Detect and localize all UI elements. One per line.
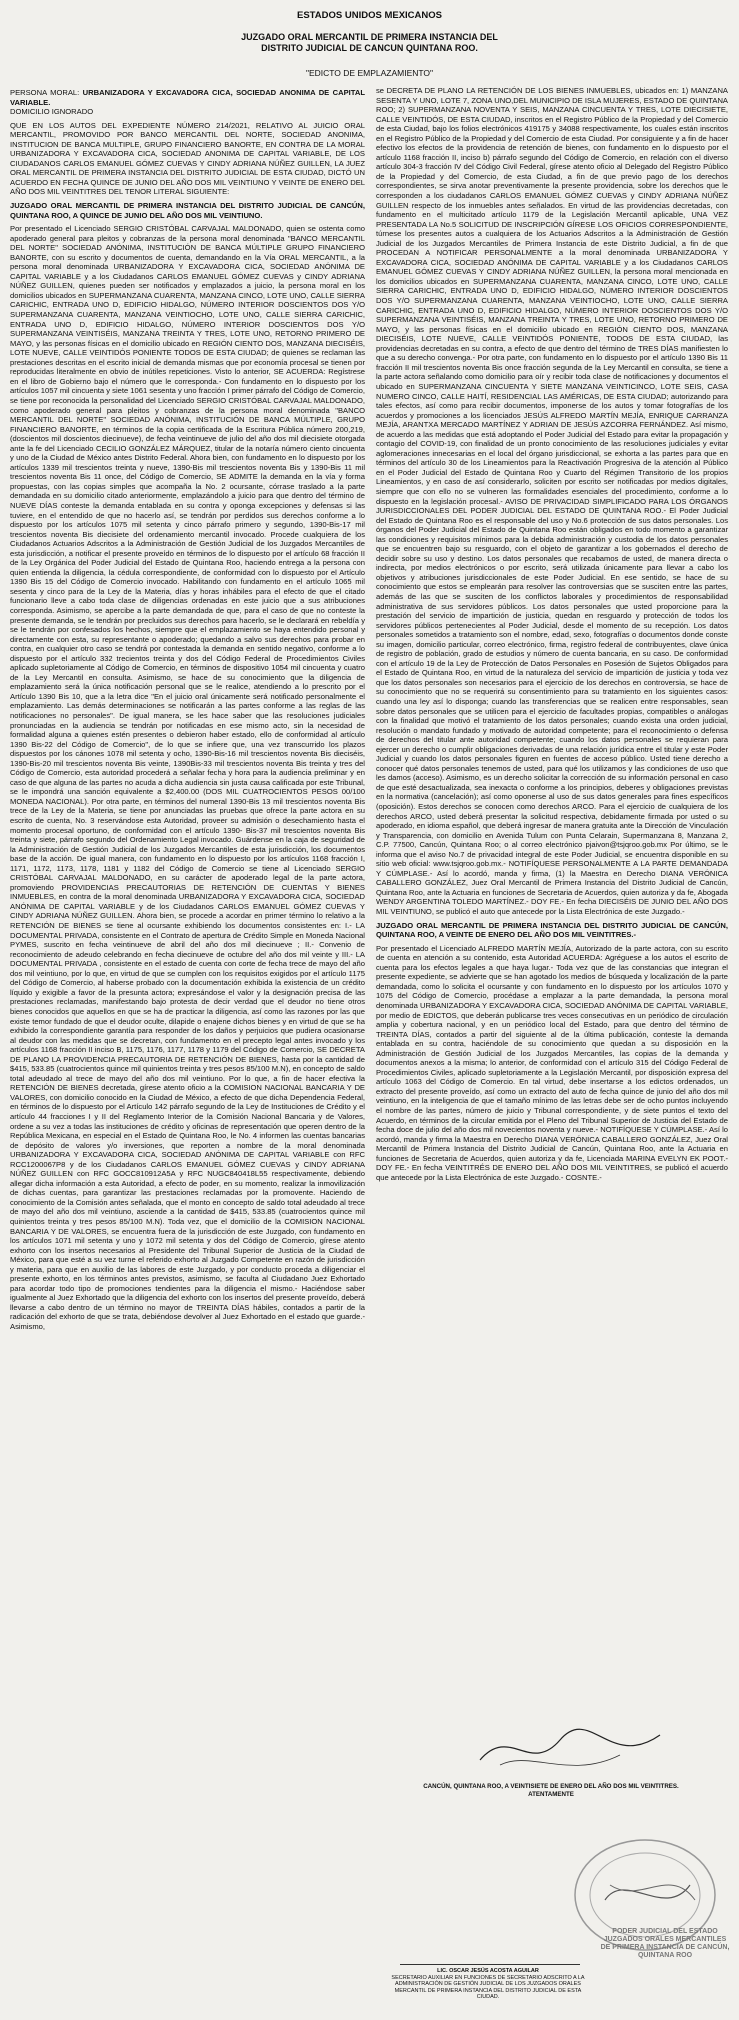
body-text-continued: se DECRETA DE PLANO LA RETENCIÓN DE LOS BIENES INMUEBLES, ubicados en: 1) MANZANA SESENTA Y UNO, LOTE 7, ZONA UNO,DEL MUNICIPIO DE ISLA MUJERES, ESTADO DE QUINTANA ROO; 2) SUPERMANZANA NOVENTA Y SEIS, MANZANA CINCUENTA Y TRES, LOTE DIECISIETE, CALLE VEINTIDÓS, DE ESTA CIUDAD, inscritos en el Registro Público de la Propiedad y del Comercio de esta Ciudad, bajo los folios electrónicos 419175 y 34088 respectivamente, los cuales están inscritos en el Registro Público de la Propiedad y del Comercio de esta Ciudad. Por consiguiente y a fin de hacer efectivo los efectos de la providencia de retención de bienes, con fundamento en lo dispuesto por el artículo 1168 fracción II, inciso b) párrafo segundo del Código de Comercio, en relación con el diverso artículo 304-3 fracción IV del Código Civil Federal, gírese atento oficio al Delegado del Registro Público de la Propiedad y del Comercio, de esta Ciudad, a fin de que previo pago de los derechos correspondientes, se sirva anotar preventivamente la presente providencia, sobre los derechos que le corresponden a los ciudadanos CARLOS EMANUEL GÓMEZ CUEVAS y CINDY ADRIANA NÚÑEZ GUILLEN respecto de los inmuebles antes señalados. En virtud de las providencias decretadas, con fundamento en el multicitado artículo 1179 de la Legislación Mercantil aplicable, UNA VEZ PRESENTADA LA No.5 SOLICITUD DE INSCRIPCIÓN GÍRESE LOS OFICIOS CORRESPONDIENTE, túrnese los presentes autos a cualquiera de los Actuarios Adscritos a la Administración de Gestión Judicial de los Juzgados Mercantiles de Primera Instancia de este Distrito Judicial, a fin de que PROCEDAN A NOTIFICAR PERSONALMENTE a la moral denominada URBANIZADORA Y EXCAVADORA CICA, SOCIEDAD ANÓNIMA DE CAPITAL VARIABLE y a los Ciudadanos CARLOS EMANUEL GÓMEZ CUEVAS Y CINDY ADRIANA NÚÑEZ GUILLEN, la persona moral mencionada en los domicilios ubicados en SUPERMANZANA CUARENTA, MANZANA CINCO, LOTE UNO, CALLE SIERRA CARICHIC, ENTRADA UNO D, EDIFICIO HIDALGO, NÚMERO INTERIOR DOSCIENTOS DOS Y/O SUPERMANZANA CUARENTA, MANZANA VEINTIOCHO, LOTE UNO, CALLE SIERRA CARICHIC, ENTRADA UNO D, EDIFICIO HIDALGO, NÚMERO INTERIOR DOSCIENTOS DOS Y/O SUPERMANZANA VEINTISÉIS, MANZANA TREINTA Y TRES, LOTE UNO, RETORNO PRIMERO DE MAYO, y las personas físicas en el domicilio ubicado en REGIÓN CIENTO DOS, MANZANA DIECISÉIS, LOTE NUEVE, CALLE VEINTIDÓS PONIENTE, TODOS DE ESTA CIUDAD, las providencias decretadas en su contra, a efecto de que dentro del término de TRES DÍAS manifiesten lo que a su derecho convenga.- Por otra parte, con fundamento en lo dispuesto por el artículo 1390 Bis 11 fracción II mil trescientos noventa Bis once fracción segunda de la Ley Mercantil en consulta, se tiene a la parte actora señalando como domicilio para oír y recibir toda clase de notificaciones y documentos el ubicado en SUPERMANZANA CINCUENTA Y SIETE MANZANA VEINTICINCO, LOTE SEIS, CASA NUMERO CINCO, CALLE HAITÍ, RESIDENCIAL LAS AMÉRICAS, DE ESTA CIUDAD; autorizando para tales efectos, así como para recibir documentos, imponerse de los autos y tomar fotografías de los acuerdos y promociones a los licenciados JESÚS ALFREDO MARTÍN MEJÍA, ENRIQUE CARRANZA MEJÍA, ARANTXA MERCADO MARTÍNEZ Y ADRIAN DE JESÚS AZCORRA FERNÁNDEZ. Así mismo, de acuerdo a las medidas que está adoptando el Poder Judicial del Estado para evitar la propagación y contagio del COVID-19, con finalidad de un pronto conocimiento de las resoluciones judiciales y evitar aglomeraciones innecesarias en el local del órgano jurisdiccional, se exhorta a las partes para que en términos del artículo 30 de los Lineamientos para la Reactivación Progresiva de la atención al Público en el Poder Judicial del Estado de Quintana Roo y Cuarto del Régimen Transitorio de los propios Lineamientos, y en caso de así considerarlo, soliciten por escrito ser notificadas por medios digitales, siempre que con ello no se vulneren las formalidades esenciales del procedimiento, conforme a lo dispuesto en la legislación procesal.- AVISO DE PRIVACIDAD SIMPLIFICADO PARA LOS ÓRGANOS JURISDICCIONALES DEL PODER JUDICIAL DEL ESTADO DE QUINTANA ROO.- El Poder Judicial del Estado de Quintana Roo es el responsable del uso y No.6 protección de sus datos personales. Los órganos del Poder Judicial del Estado de Quintana Roo están obligados en todo momento a garantizar las condiciones y requisitos mínimos para la debida administración y custodia de los datos personales que se encuentren bajo su resguardo, con el objeto de garantizar a los gobernados el derecho de decidir sobre su uso y destino. Los datos personales que recabamos de usted, de manera directa o indirecta, por medios electrónicos o por escrito, será utilizada únicamente para llevar a cabo los objetivos y atribuciones jurisdiccionales de este Poder Judicial. En ese sentido, se hace de su conocimiento que estos se emplearán para resolver las controversias que se susciten entre las partes, además de las que se susciten de los conflictos laborales y procedimientos de responsabilidad administrativa de sus servidores públicos. Los datos personales que usted proporcione para la prestación del servicio de impartición de justicia, quedan en resguardo y protección de todos los servidores públicos pertenecientes al Poder Judicial, desde el momento de su recepción. Los datos personales sometidos a tratamiento son el nombre, edad, sexo, fotografías o documentos donde conste su imagen, domicilio particular, correo electrónico, firma, registro federal de contribuyentes, clave única de registro de población, grado de estudios y número de cuenta bancaria, en su caso. De conformidad con el artículo 19 de la Ley de Protección de Datos Personales en Posesión de Sujetos Obligados para el Estado de Quintana Roo, en virtud de la naturaleza del servicio de impartición de justicia y toda vez que los datos personales son necesarios para el ejercicio de los derechos en controversia, se hace de su conocimiento que no se requerirá su consentimiento para su tratamiento en los siguientes casos: cuando una ley así lo disponga; cuando las transferencias que se realicen entre responsables, sean sobre datos personales que se utilicen para el ejercicio de facultades propias, compatibles o análogas con la finalidad que motivó el tratamiento de los datos personales; cuando exista una orden judicial, resolución o mandato fundado y motivado de autoridad competente; para el reconocimiento o defensa de derechos del titular ante autoridad competente; cuando los datos personales se requieran para ejercer un derecho o cumplir obligaciones derivadas de una relación jurídica entre el titular y este Poder Judicial y cuando los datos personales figuren en fuentes de acceso público. Usted tiene derecho a conocer qué datos personales tenemos de usted, para qué los utilizamos y las condiciones de uso que les damos (acceso). Asimismo, es un derecho solicitar la corrección de su información personal en caso de que esté desactualizada, sea inexacta o conforme a los principios, deberes y obligaciones previstas en la normativa (cancelación); así como oponerse al uso de sus datos generales para fines específicos (oposición). Estos derechos se conocen como derechos ARCO. Para el ejercicio de cualquiera de los derechos ARCO, usted deberá presentar la solicitud respectiva, debidamente firmada por usted o su apoderado, en idioma español, que deberá ingresar de manera gratuita ante la Dirección de Vinculación y Transparencia, con domicilio en Avenida Tulum con Punta Celarain, Supermanzana 8, Manzana 2, C.P. 77500, Cancún, Quintana Roo; o al correo electrónico pjaivon@tsjqroo.gob.mx Por último, se le informa que el aviso No.7 de privacidad integral de este Poder Judicial, se encuentra disponible en su sitio web oficial: www.tsjqroo.gob.mx.- NOTIFÍQUESE PERSONALMENTE A LA PARTE DEMANDADA Y CÚMPLASE.- Así lo acordó, manda y firma, (1) la Maestra en Derecho DIANA VERÓNICA CABALLERO GONZÁLEZ, Juez Oral Mercantil de Primera Instancia del Distrito Judicial de Cancún, Quintana Roo, ante la Actuaria en funciones de Secretaria de Acuerdos, quien autoriza y da fe, Abogada WENDY ARGENTINA TOLEDO MARTÍNEZ.- DOY FE.- En fecha DIECISÉIS DE JUNIO DEL AÑO DOS MIL VEINTIUNO, se publicó el auto que antecede por la Lista Electrónica de este Juzgado.- — [376, 86, 728, 917]
right-column — [376, 86, 728, 1726]
signature-icon — [470, 1720, 670, 1780]
place-date-text: CANCÚN, QUINTANA ROO, A VEINTISIETE DE ENERO DEL AÑO DOS MIL VEINTITRES. — [423, 1783, 679, 1790]
body-text: Por presentado el Licenciado SERGIO CRISTÓBAL CARVAJAL MALDONADO, quien se ostenta como apoderado general para pleitos y cobranzas de la persona moral denominada "BANCO MERCANTIL DEL NORTE" SOCIEDAD ANÓNIMA, INSTITUCIÓN DE BANCA MÚLTIPLE GRUPO FINANCIERO BANORTE, con su escrito y documentos de cuenta, demandando en la Vía ORAL MERCANTIL, a la persona moral denominada URBANIZADORA Y EXCAVADORA CICA, SOCIEDAD ANÓNIMA DE CAPITAL VARIABLE y a los Ciudadanos CARLOS EMANUEL GÓMEZ CUEVAS y CINDY ADRIANA NÚÑEZ GUILLEN, quienes pueden ser notificados y emplazados a juicio, la persona moral en los domicilios ubicados en SUPERMANZANA CUARENTA, MANZANA CINCO, LOTE UNO, CALLE SIERRA CARICHIC, ENTRADA UNO D, EDIFICIO HIDALGO, NÚMERO INTERIOR DOSCIENTOS DOS Y/O SUPERMANZANA CUARENTA, MANZANA VEINTIOCHO, LOTE UNO, CALLE SIERRA CARICHIC, ENTRADA UNO D, EDIFICIO HIDALGO, NÚMERO INTERIOR DOSCIENTOS DOS Y/O SUPERMANZANA VEINTISÉIS, MANZANA TREINTA Y TRES, LOTE UNO, RETORNO PRIMERO DE MAYO, y las personas físicas en el domicilio ubicado en REGIÓN CIENTO DOS, MANZANA DIECISÉIS, LOTE NUEVE, CALLE VEINTIDÓS PONIENTE TODOS DE ESTA CIUDAD; de quienes se reclaman las prestaciones descritas en el escrito inicial de demanda mismas que por economía procesal se tienen por reproducidas literalmente en obvio de inútiles repeticiones. Visto lo anterior, SE ACUERDA: Regístrese en el libro de Gobierno bajo el número que le corresponda.- Con fundamento en lo dispuesto por los artículos 1057 mil cincuenta y siete 1061 sesenta y uno fracción I primer párrafo del Código de Comercio, se tiene por reconocida la personalidad del Licenciado SERGIO CRISTÓBAL CARVAJAL MALDONADO, como apoderado general para pleitos y cobranzas de la persona moral denominada "BANCO MERCANTIL DEL NORTE" SOCIEDAD ANÓNIMA, INSTITUCIÓN DE BANCA MÚLTIPLE, GRUPO FINANCIERO BANORTE, en términos de la copia certificada de la Escritura Pública número 200,219, (doscientos mil doscientos diecinueve), de fecha veintinueve de julio del año dos mil diecisiete otorgada ante la fe del Licenciado CECILIO GONZÁLEZ MÁRQUEZ, titular de la notaría número ciento cincuenta y uno de la Ciudad de México antes Distrito Federal. Ahora bien, con fundamento en lo dispuesto por los artículos 1339 mil trescientos treinta y nueve, 1390-Bis mil trescientos noventa Bis y 1390-Bis 11 mil trescientos noventa Bis 11 once, del Código de Comercio, SE ADMITE la demanda en la vía y forma propuestas, con las copias simples que acompaña la No. 2 ocursante, córrase traslado a la parte demandada en su domicilio citado anteriormente, emplazándolo a juicio para que dentro del término de NUEVE DÍAS conteste la demanda entablada en su contra y oponga excepciones y defensas si las tuviere, en el entendido de que no hacerlo así, se tendrán por perdidos sus derechos conforme a lo dispuesto por los artículos 1075 mil setenta y cinco párrafo primero y segundo, 1390-Bis-17 mil trescientos noventa Bis diecisiete del ordenamiento mercantil invocado. Procede cualquiera de los Ciudadanos Actuarios Adscritos a la Administración de Gestión Judicial de los Juzgados Mercantiles de esta jurisdicción, a notificar el presente proveído en términos de lo dispuesto por el artículo 68 fracción II de la Ley Orgánica del Poder Judicial del Estado de Quintana Roo, haciendo entrega a la persona con quien entienda la diligencia, la cédula correspondiente, de conformidad con lo dispuesto por el Artículo 1390 Bis 15 del Código de Comercio invocado. Habilitando con fundamento en el artículo 1065 mil sesenta y cinco para de la Ley de la Materia, días y horas inhábiles para el efecto de que el citado funcionario lleve a cabo toda clase de diligencias ordenadas en este juicio que a sus atribuciones corresponda. Asimismo, se apercibe a la parte demandada de que, para el caso de que no conteste la presente demanda, se le tendrán por precluidos sus derechos para hacerlo, se le declarará en rebeldía y se le tendrán por confesados los hechos, siempre que el emplazamiento se haya entendido personal y directamente con esta, su representante o apoderado; quedando a salvo sus derechos para probar en contra, en cualquier otro caso se tendrá por contestada la demanda en sentido negativo, conforme a lo dispuesto por el artículo 332 trecientos treinta y dos del Código Federal de Procedimientos Civiles aplicado supletoriamente al Código de Comercio, en términos de dispositivo 1054 mil cincuenta y cuatro de la Ley Mercantil en consulta. Asimismo, se hace de su conocimiento que la diligencia de emplazamiento será la única notificación personal que se le realice, atendiendo a lo prescrito por el Artículo 1390 Bis 10, que a la letra dice "En el juicio oral únicamente será notificado personalmente el emplazamiento. Las demás determinaciones se notificarán a las partes conforme a las reglas de las notificaciones no personales". De igual manera, se les hace saber que las resoluciones judiciales pronunciadas en la audiencia se tendrán por notificadas en ese mismo acto, sin la necesidad de formalidad alguna a quienes estén presentes o debieron haber estado, ello de conformidad al artículo 1390 Bis-22 del Código de Comercio", de lo que se infiere que, una vez transcurrido los plazos dispuestos por los cánones 1078 mil setenta y ocho, 1390-Bis-16 mil trescientos noventa Bis dieciséis, 1390-Bis-20 mil trescientos noventa Bis veinte, 1390Bis-33 mil trescientos noventa Bis treinta y tres del Código de Comercio, esta autoridad procederá a señalar fecha y hora para la audiencia preliminar y en caso de que alguna de las partes no acuda a dicha audiencia sin justa causa calificada por este Tribunal, se le impondrá una sanción equivalente a $2,400.00 (DOS MIL CUATROCIENTOS PESOS 00/100 MONEDA NACIONAL). Por otra parte, en términos del numeral 1390-Bis 13 mil trescientos noventa Bis trece de la Ley de la Materia, se tiene por anunciadas las pruebas que ofrece la parte actora en su escrito de cuenta, No. 3 reservándose esta Autoridad, proveer su admisión o desechamiento hasta el momento procesal oportuno, de conformidad con el artículo 1390- Bis-37 mil trescientos noventa Bis treinta y siete, párrafo segundo del Ordenamiento Legal invocado. Guárdense en la caja de seguridad de la Administración de Gestión Judicial de los Juzgados Mercantiles de esta jurisdicción, los documentos base de la acción. De igual manera, con fundamento en lo dispuesto por los artículos 1168 fracción I, 1171, 1172, 1173, 1178, 1181 y 1182 del Código de Comercio se tiene al Licenciado SERGIO CRISTÓBAL CARVAJAL MALDONADO, en su carácter de apoderado legal de la parte actora, promoviendo PROVIDENCIAS PRECAUTORIAS DE RETENCIÓN DE CUENTAS Y BIENES INMUEBLES, en contra de la moral denominada URBANIZADORA Y EXCAVADORA CICA, SOCIEDAD ANÓNIMA DE CAPITAL VARIABLE y de los Ciudadanos CARLOS EMANUEL GÓMEZ CUEVAS Y CINDY ADRIANA NÚÑEZ GUILLEN. Ahora bien, se procede a acordar en primer término lo relativo a la RETENCIÓN DE BIENES se tiene al ocursante exhibiendo los documentos consistentes en: I.- LA DOCUMENTAL PRIVADA, consistente en el Contrato de apertura de Crédito Simple en Moneda Nacional PYMES, suscrito en fecha veintinueve de abril del año dos mil diecinueve ; II.- Convenio de reconocimiento de adeudo celebrando en fecha diecinueve de octubre del año dos mil veinte y III.- LA DOCUMENTAL PRIVADA , consistente en el estado de cuenta con corte de fecha trece de mayo del año dos mil veintiuno, por lo que, en virtud de que se cumplen con los requisitos exigidos por el artículo 1175 del Código de Comercio, al haberse probado con la documentación exhibida la existencia de un crédito líquido y exigible a favor de la presunta actora; expresándose el valor y la designación precisa de las prestaciones reclamadas, manifestando bajo protesta de decir verdad que el deudor no tiene otros bienes conocidos que aquellos en que se ha de practicar la diligencia, así como las razones por las que existe temor fundado de que el deudor oculte, dilapide o enajene dichos bienes y en virtud de que se ha exhibido la correspondiente garantía para responder de los daños y perjuicios que pudiera ocasionarse al deudor con las medidas que se decretan, con fundamento en el precepto legal antes invocado y los artículos 1168 fracción II inciso B, 1175, 1176, 1177, 1178 y 1179 del Código de Comercio, SE DECRETA DE PLANO LA PROVIDENCIA PRECAUTORIA DE RETENCIÓN DE BIENES, hasta por la cantidad de $415, 533.85 (cuatrocientos quince mil quinientos treinta y tres pesos 85/100 M.N), en concepto de saldo total adeudado al trece de mayo del año dos mil veintiuno. Por lo que, a fin de hacer efectiva la RETENCIÓN DE BIENES decretada, gírese atento oficio a la COMISION NACIONAL BANCARIA Y DE VALORES, con domicilio conocido en la Ciudad de México, a efecto de que dicha Dependencia Federal, en términos de lo dispuesto por el Artículo 142 párrafo segundo de la Ley de Instituciones de Crédito y el artículo 44 fracciones I y II del Reglamento Interior de la Comisión Nacional Bancaria y de Valores, ordene a su vez a todas las instituciones de crédito y oficinas de representación que operen dentro de la República Mexicana, en especial en el Estado de Quintana Roo, le No. 4 informen las cuentas bancarias de depósito de valores y/o inversiones, que reporten a nombre de la moral denominada URBANIZADORA Y EXCAVADORA CICA, SOCIEDAD ANÓNIMA DE CAPITAL VARIABLE con RFC RCC1200067P8 y de los Ciudadanos CARLOS EMANUEL GÓMEZ CUEVAS y CINDY ADRIANA NÚÑEZ GUILLEN con RFC GOCC810912A5A y RFC NUGC840418L55 respectivamente, debiendo allegar dicha información a esta Autoridad, a efecto de poder, en su momento, realizar la inmovilización de dichas cuentas, para garantizar las prestaciones reclamadas por la promovente. Haciendo de conocimiento de la Comisión antes señalada, que el monto en concepto de saldo total adeudado al trece de mayo del año dos mil veintiuno, asciende a la cantidad de $415, 533.85 (cuatrocientos quince mil quinientos treinta y tres pesos 85/100 M.N). Toda vez, que el domicilio de la COMISION NACIONAL BANCARIA Y DE VALORES, se encuentra fuera de la jurisdicción de este Juzgado, con fundamento en los artículos 1071 mil setenta y uno y 1072 mil setenta y dos del Código de Comercio, gírese atento exhorto con los insertos necesarios al Presidente del Tribunal Superior de Justicia de la Ciudad de México, para que esté a su vez turne el referido exhorto al Juzgado Competente en razón de jurisdicción y materia, para que en auxilio de las labores de este Juzgado, y por conducto proceda a diligenciar el presente exhorto, en los términos antes previstos, asimismo, se faculta al Ciudadano Juez Exhortado para acordar todo tipo de promociones tendientes para la diligencia el mismo.- Haciéndose saber igualmente al Juez Exhortado que la diligencia del exhorto con los insertos del presente proveído, deberá llevarse a cabo dentro de un término no mayor de TREINTA DÍAS hábiles, contados a partir de la radicación del exhorto de que se trata, debiéndose devolver al Juez Exhortado en el estado que guarde.- Asimismo, — [10, 224, 365, 1331]
section-heading: JUZGADO ORAL MERCANTIL DE PRIMERA INSTANCIA DEL DISTRITO JUDICIAL DE CANCÚN, QUINTANA ROO, A QUINCE DE JUNIO DEL AÑO DOS MIL VEINTIUNO. — [10, 201, 365, 220]
address-status: DOMICILIO IGNORADO — [10, 107, 94, 117]
country-header: ESTADOS UNIDOS MEXICANOS — [297, 10, 442, 21]
atentamente-text: ATENTAMENTE — [528, 1791, 574, 1798]
secretary-title: SECRETARIO AUXILIAR EN FUNCIONES DE SECRETARIO ADSCRITO A LA ADMINISTRACIÓN DE GESTIÓN JUDICIAL DE LOS JUZGADOS ORALES MERCANTIL DE PRIMERA INSTANCIA DEL DISTRITO JUDICIAL DE ESTA CIUDAD. — [391, 1974, 585, 2000]
secretary-name: LIC. OSCAR JESÚS ACOSTA AGUILAR — [437, 1968, 539, 1974]
section-heading-2: JUZGADO ORAL MERCANTIL DE PRIMERA INSTANCIA DEL DISTRITO JUDICIAL DE CANCÚN, QUINTANA ROO, A VEINTE DE ENERO DEL AÑO DOS MIL VEINTITRES.- — [376, 920, 728, 940]
left-column — [10, 88, 365, 2006]
intro-paragraph: QUE EN LOS AUTOS DEL EXPEDIENTE NÚMERO 214/2021, RELATIVO AL JUICIO ORAL MERCANTIL, PROMOVIDO POR BANCO MERCANTIL DEL NORTE, SOCIEDAD ANONIMA, INSTITUCION DE BANCA MULTIPLE, GRUPO FINANCIERO BANORTE, EN CONTRA DE LA MORAL URBANIZADORA Y EXCAVADORA CICA, SOCIEDAD ANONIMA DE CAPITAL VARIABLE, DE LOS CIUDADANOS CARLOS EMANUEL GÓMEZ CUEVAS Y CINDY ADRIANA NÚÑEZ GUILLEN, LA JUEZ ORAL MERCANTIL DE PRIMERA INSTANCIA DEL DISTRITO JUDICIAL DE ESTA CIUDAD, DICTÓ UN ACUERDO EN FECHA QUINCE DE JUNIO DEL AÑO DOS MIL VEINTIUNO Y VEINTE DE ENERO DEL AÑO DOS MIL VEINTITRES DEL TENOR LITERAL SIGUIENTE: — [10, 120, 365, 197]
body-text-2: Por presentado el Licenciado ALFREDO MARTÍN MEJÍA, Autorizado de la parte actora, con su escrito de cuenta en atención a su contenido, esta Autoridad ACUERDA: Agréguese a los autos el escrito de cuenta para los efectos legales a que haya lugar.- Toda vez que de las constancias que integran el presente expediente, se advierte que se han agotado los medios de búsqueda y localización de la parte demandada, como lo solicita el ocursante y con fundamento en lo dispuesto por los artículos 1070 y 1075 del Código de Comercio, procédase a emplazar a la parte demandada, la persona moral denominada URBANIZADORA Y EXCAVADORA CICA, SOCIEDAD ANÓNIMA DE CAPITAL VARIABLE, por medio de EDICTOS, que deberán publicarse tres veces consecutivas en un periódico de circulación amplia y cobertura nacional, y en un periódico local del Estado, para que dentro del término de TREINTA DÍAS, contados a partir del siguiente al de la última publicación, conteste la demanda entablada en su contra, haciéndole de su conocimiento que quedan a su disposición en la Administración de Gestión Judicial de los Juzgados Mercantiles, las copias de la demanda y documentos anexos a la misma; lo anterior, de conformidad con el artículo 315 del Código Federal de Procedimientos Civiles, aplicado supletoriamente a la Legislación Mercantil, por disposición expresa del artículo 1063 del Código de Comercio. En tal virtud, debe insertarse a los edictos ordenados, un extracto del presente proveído, así como un extracto del auto de fecha quince de junio del año dos mil veintiuno, en la inteligencia de que el tamaño mínimo de las letras debe ser de ocho puntos incluyendo el nombre de las partes, número de juicio y Tribunal correspondiente, y de siete puntos el texto del Acuerdo, en términos de la circular emitida por el Pleno del Tribunal Superior de Justicia del Estado de fecha doce de julio del año dos mil novecientos noventa y nueve.- NOTIFÍQUESE Y CÚMPLASE.- Así lo acordó, manda y firma la Maestra en Derecho DIANA VERÓNICA CABALLERO GONZÁLEZ, Juez Oral Mercantil de Primera Instancia del Distrito Judicial de Cancún, Quintana Roo, ante la Actuaria en funciones de Secretaria de Acuerdos, quien autoriza y da fe, Licenciada MARINA EVELYN EK POOT.- DOY FE.- En fecha VEINTITRÉS DE ENERO DEL AÑO DOS MIL VEINTITRES, se publicó el acuerdo que antecede por la Lista Electrónica de este Juzgado.- COSNTE.- — [376, 943, 728, 1182]
signature-line — [400, 1964, 580, 1965]
edict-title: "EDICTO DE EMPLAZAMIENTO" — [305, 68, 434, 78]
court-header: JUZGADO ORAL MERCANTIL DE PRIMERA INSTANCIA DEL DISTRITO JUDICIAL DE CANCUN QUINTANA ROO. — [241, 32, 498, 53]
seal-text: PODER JUDICIAL DEL ESTADO JUZGADOS ORALES MERCANTILES DE PRIMERA INSTANCIA DE CANCÚN, QUINTANA ROO — [600, 1928, 730, 1959]
addressee — [10, 88, 365, 117]
secretary-block — [388, 1968, 588, 2001]
place-date — [376, 1783, 726, 1798]
addressee-name: URBANIZADORA Y EXCAVADORA CICA, SOCIEDAD ANONIMA DE CAPITAL VARIABLE. — [10, 88, 365, 107]
addressee-prefix: PERSONA MORAL: — [10, 88, 80, 97]
